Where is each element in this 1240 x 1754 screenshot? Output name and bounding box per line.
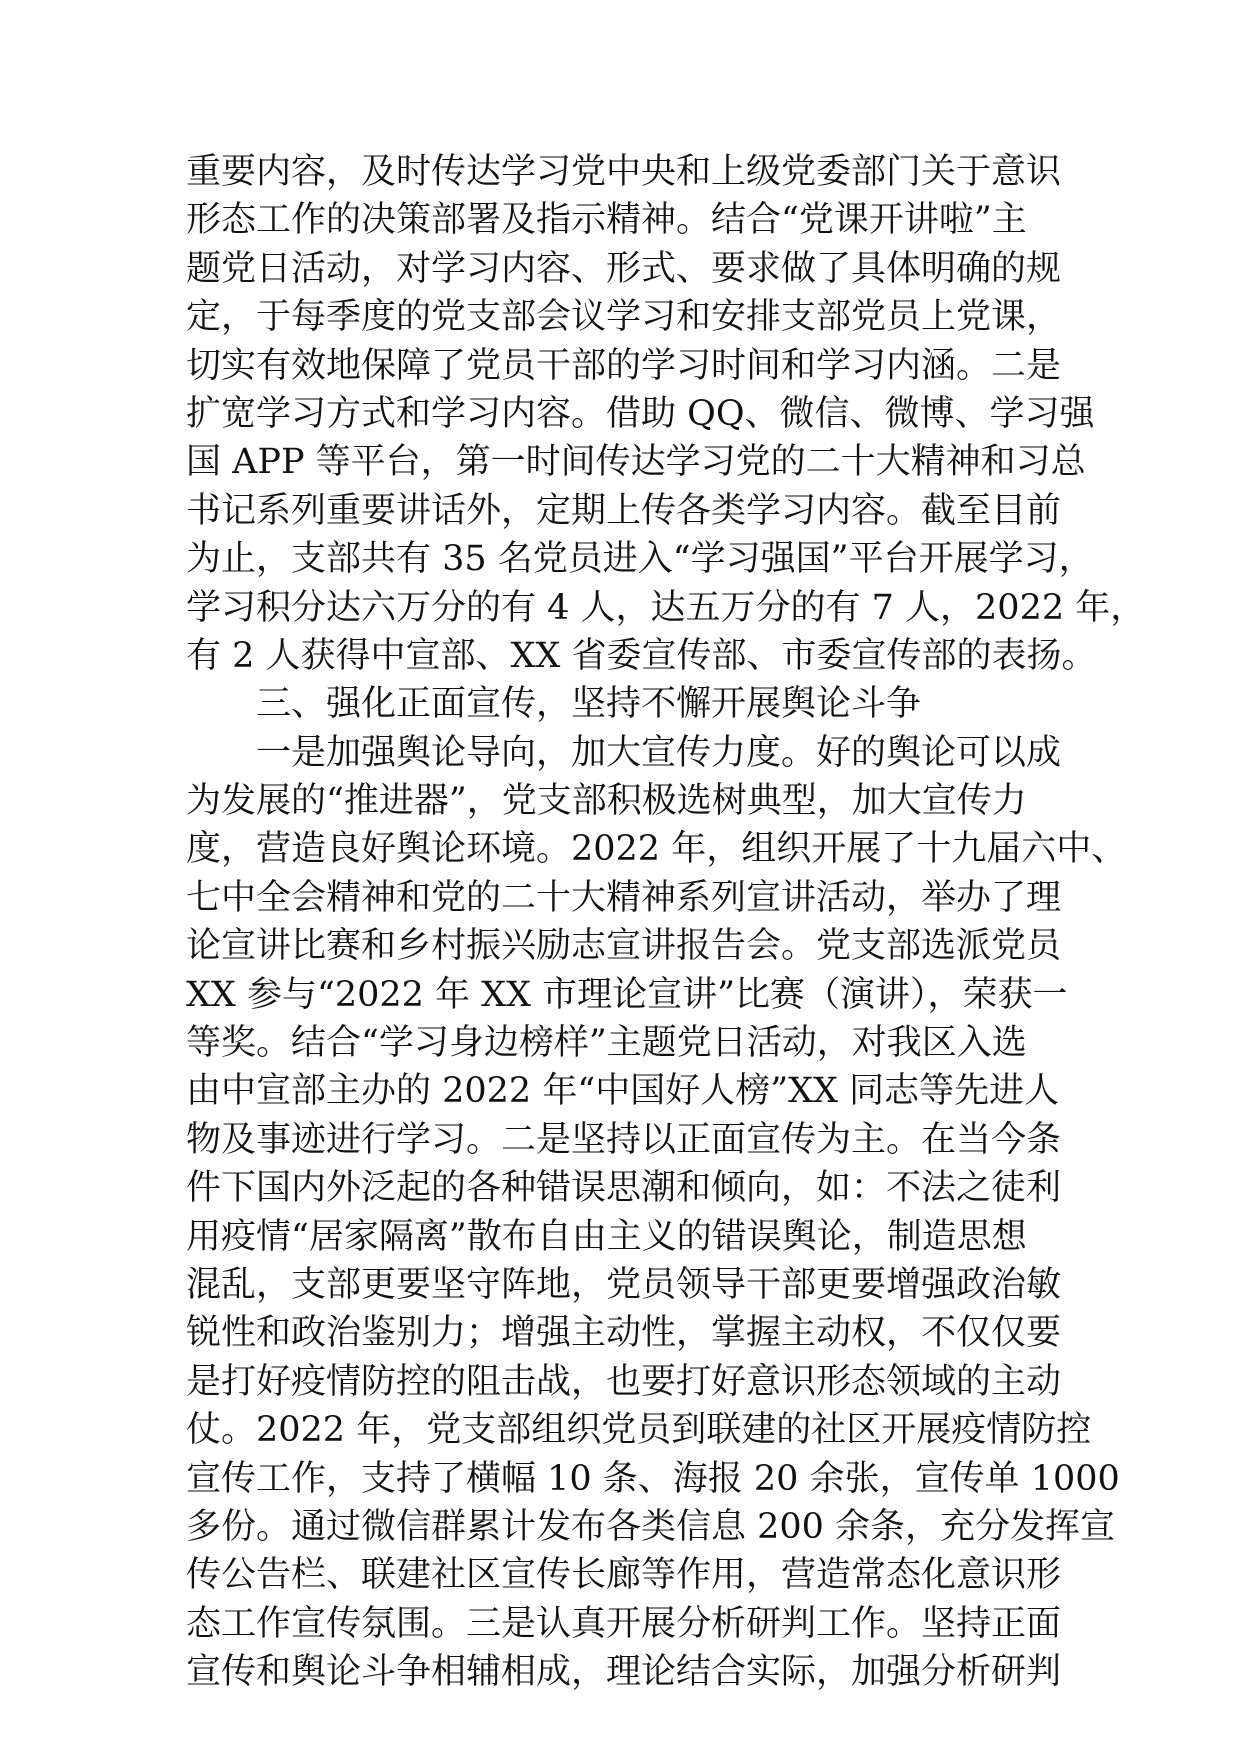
text-line: 重要内容，及时传达学习党中央和上级党委部门关于意识: [186, 152, 1062, 192]
text-line: 为止，支部共有 35 名党员进入“学习强国”平台开展学习，: [186, 539, 1094, 580]
text-line: 形态工作的决策部署及指示精神。结合“党课开讲啦”主: [186, 200, 1027, 241]
text-line: 仗。2022 年，党支部组织党员到联建的社区开展疫情防控: [186, 1410, 1092, 1451]
text-line: 锐性和政治鉴别力；增强主动性，掌握主动权，不仅仅要: [186, 1313, 1062, 1354]
body-text: [186, 148, 1146, 1697]
text-line: 题党日活动，对学习内容、形式、要求做了具体明确的规: [186, 248, 1062, 289]
text-line: XX 参与“2022 年 XX 市理论宣讲”比赛（演讲），荣获一: [186, 974, 1068, 1015]
text-line: 由中宣部主办的 2022 年“中国好人榜”XX 同志等先进人: [186, 1071, 1060, 1112]
text-line: 宣传工作，支持了横幅 10 条、海报 20 余张，宣传单 1000: [186, 1458, 1120, 1499]
text-line: 物及事迹进行学习。二是坚持以正面宣传为主。在当今条: [186, 1119, 1062, 1160]
text-line: 混乱，支部更要坚守阵地，党员领导干部更要增强政治敏: [186, 1264, 1062, 1305]
text-line: 是打好疫情防控的阻击战，也要打好意识形态领域的主动: [186, 1361, 1062, 1402]
text-line: 多份。通过微信群累计发布各类信息 200 余条，充分发挥宣: [186, 1506, 1116, 1547]
text-line: 扩宽学习方式和学习内容。借助 QQ、微信、微博、学习强: [186, 393, 1095, 434]
section-heading: 三、强化正面宣传，坚持不懈开展舆论斗争: [256, 684, 922, 725]
text-line: 定，于每季度的党支部会议学习和安排支部党员上党课，: [186, 297, 1062, 338]
text-line: 有 2 人获得中宣部、XX 省委宣传部、市委宣传部的表扬。: [186, 635, 1097, 676]
paragraph-start-line: 一是加强舆论导向，加大宣传力度。好的舆论可以成: [256, 732, 1062, 773]
text-line: 传公告栏、联建社区宣传长廊等作用，营造常态化意识形: [186, 1555, 1062, 1596]
text-line: 态工作宣传氛围。三是认真开展分析研判工作。坚持正面: [186, 1603, 1062, 1644]
text-line: 等奖。结合“学习身边榜样”主题党日活动，对我区入选: [186, 1023, 1027, 1064]
text-line: 件下国内外泛起的各种错误思潮和倾向，如：不法之徒利: [186, 1168, 1062, 1209]
text-line: 切实有效地保障了党员干部的学习时间和学习内涵。二是: [186, 345, 1062, 386]
text-line: 用疫情“居家隔离”散布自由主义的错误舆论，制造思想: [186, 1216, 1027, 1257]
text-line: 宣传和舆论斗争相辅相成，理论结合实际，加强分析研判: [186, 1652, 1062, 1693]
text-line: 学习积分达六万分的有 4 人，达五万分的有 7 人，2022 年，: [186, 587, 1146, 628]
text-line: 论宣讲比赛和乡村振兴励志宣讲报告会。党支部选派党员: [186, 926, 1062, 967]
text-line: 书记系列重要讲话外，定期上传各类学习内容。截至目前: [186, 490, 1062, 531]
text-line: 国 APP 等平台，第一时间传达学习党的二十大精神和习总: [186, 442, 1086, 483]
text-line: 七中全会精神和党的二十大精神系列宣讲活动，举办了理: [186, 877, 1062, 918]
text-line: 度，营造良好舆论环境。2022 年，组织开展了十九届六中、: [186, 829, 1127, 870]
text-line: 为发展的“推进器”，党支部积极选树典型，加大宣传力: [186, 781, 1027, 822]
